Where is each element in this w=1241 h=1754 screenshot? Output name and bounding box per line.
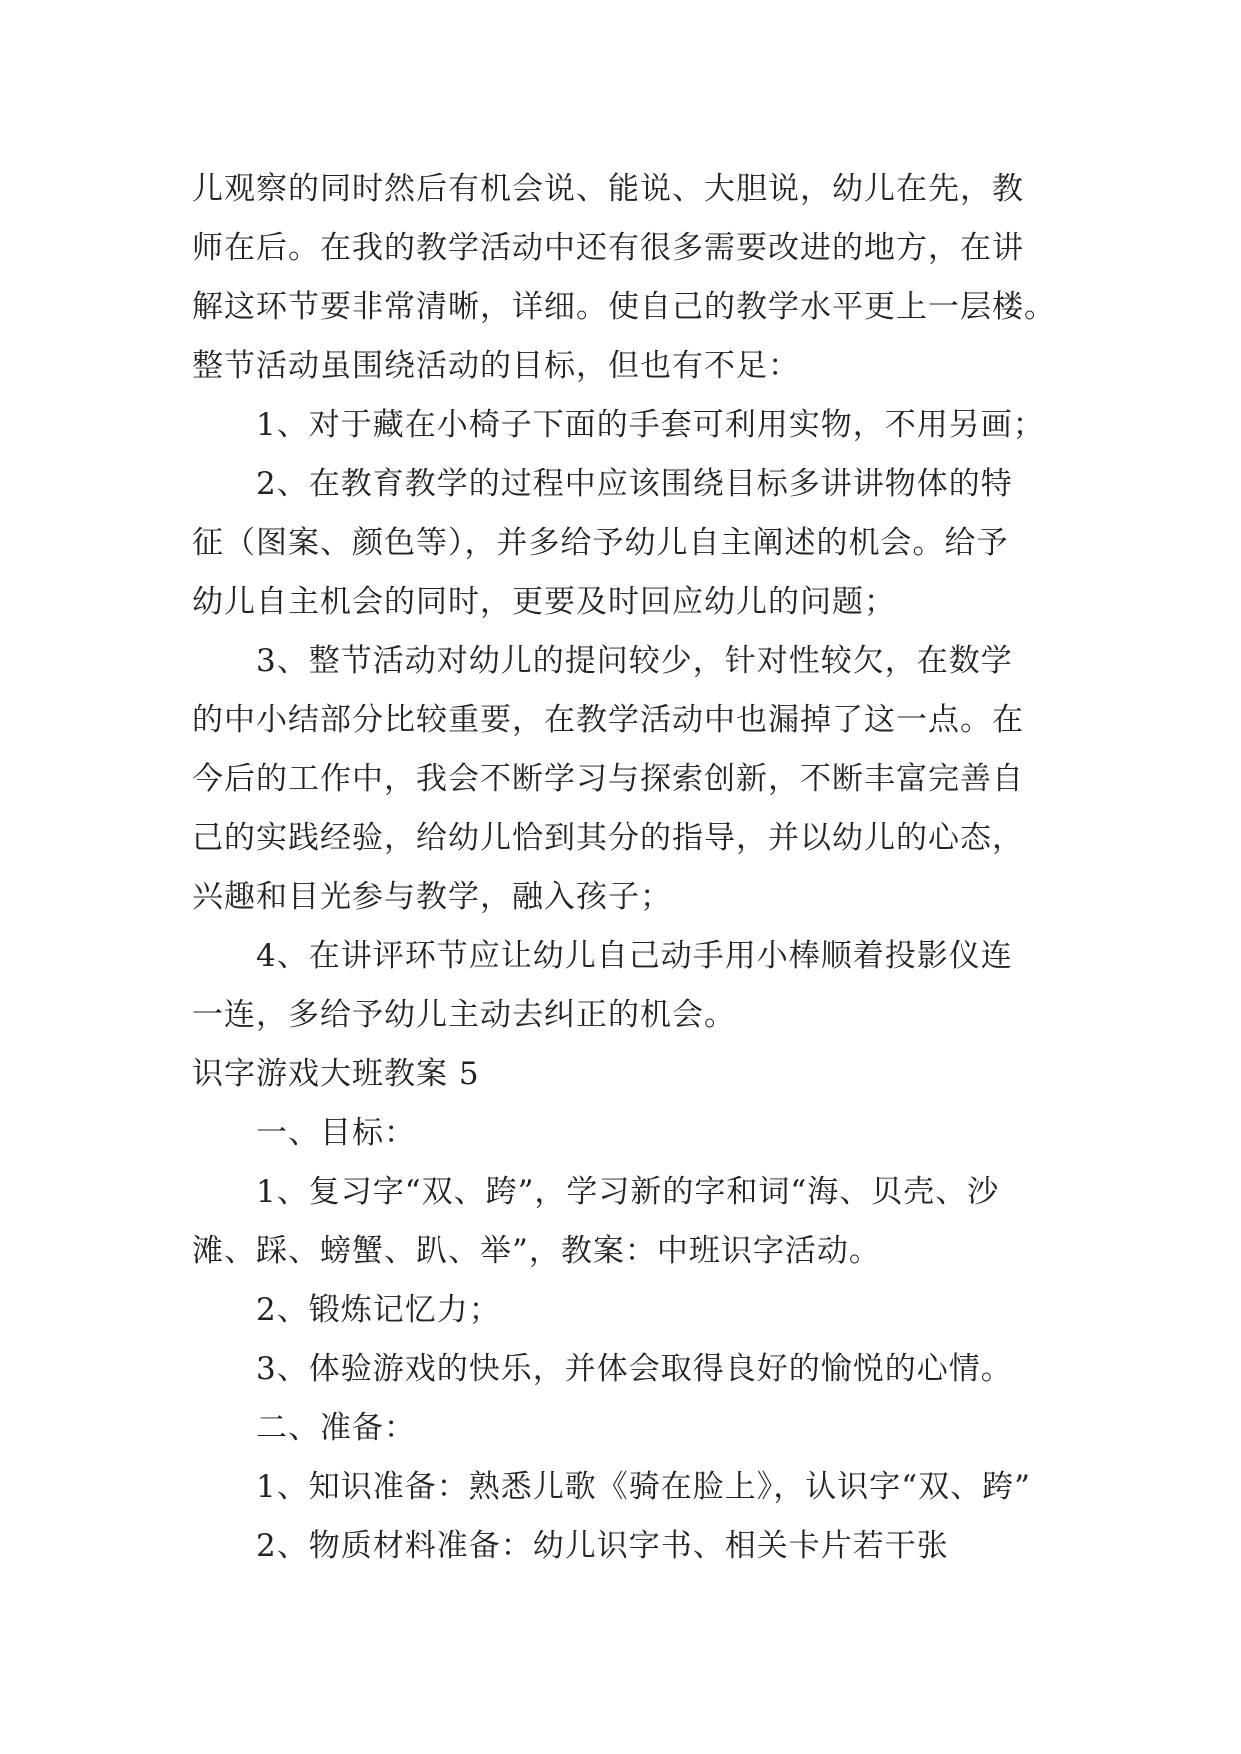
document-body: [192, 160, 1072, 1576]
section-heading: 二、准备：: [256, 1410, 416, 1446]
text-line: 解这环节要非常清晰，详细。使自己的教学水平更上一层楼。: [192, 289, 1056, 325]
list-item-text: 1、知识准备：熟悉儿歌《骑在脸上》，认识字“双、跨”: [256, 1469, 1031, 1505]
text-line: 己的实践经验，给幼儿恰到其分的指导，并以幼儿的心态，: [192, 820, 1024, 856]
section-title: 识字游戏大班教案 5: [192, 1056, 480, 1092]
text-line: 今后的工作中，我会不断学习与探索创新，不断丰富完善自: [192, 761, 1024, 797]
text-line: 征（图案、颜色等），并多给予幼儿自主阐述的机会。给予: [192, 525, 1009, 561]
list-item-text: 1、复习字“双、跨”，学习新的字和词“海、贝壳、沙: [256, 1174, 1000, 1210]
list-item-text: 3、整节活动对幼儿的提问较少，针对性较欠，在数学: [256, 643, 1013, 679]
text-line: 儿观察的同时然后有机会说、能说、大胆说，幼儿在先，教: [192, 171, 1024, 207]
list-item-text: 1、对于藏在小椅子下面的手套可利用实物，不用另画；: [256, 407, 1045, 443]
list-item-text: 2、锻炼记忆力；: [256, 1292, 501, 1328]
section-heading: 一、目标：: [256, 1115, 416, 1151]
text-line: 幼儿自主机会的同时，更要及时回应幼儿的问题；: [192, 584, 896, 620]
list-item-text: 4、在讲评环节应让幼儿自己动手用小棒顺着投影仪连: [256, 938, 1013, 974]
text-line: 滩、踩、螃蟹、趴、举”，教案：中班识字活动。: [192, 1233, 881, 1269]
text-line: 兴趣和目光参与教学，融入孩子；: [192, 879, 672, 915]
text-line: 一连，多给予幼儿主动去纠正的机会。: [192, 997, 736, 1033]
list-item-text: 2、在教育教学的过程中应该围绕目标多讲讲物体的特: [256, 466, 1013, 502]
text-line: 师在后。在我的教学活动中还有很多需要改进的地方，在讲: [192, 230, 1024, 266]
text-line: 整节活动虽围绕活动的目标，但也有不足：: [192, 348, 800, 384]
text-line: 的中小结部分比较重要，在教学活动中也漏掉了这一点。在: [192, 702, 1024, 738]
list-item-text: 2、物质材料准备：幼儿识字书、相关卡片若干张: [256, 1528, 949, 1564]
list-item-text: 3、体验游戏的快乐，并体会取得良好的愉悦的心情。: [256, 1351, 1013, 1387]
